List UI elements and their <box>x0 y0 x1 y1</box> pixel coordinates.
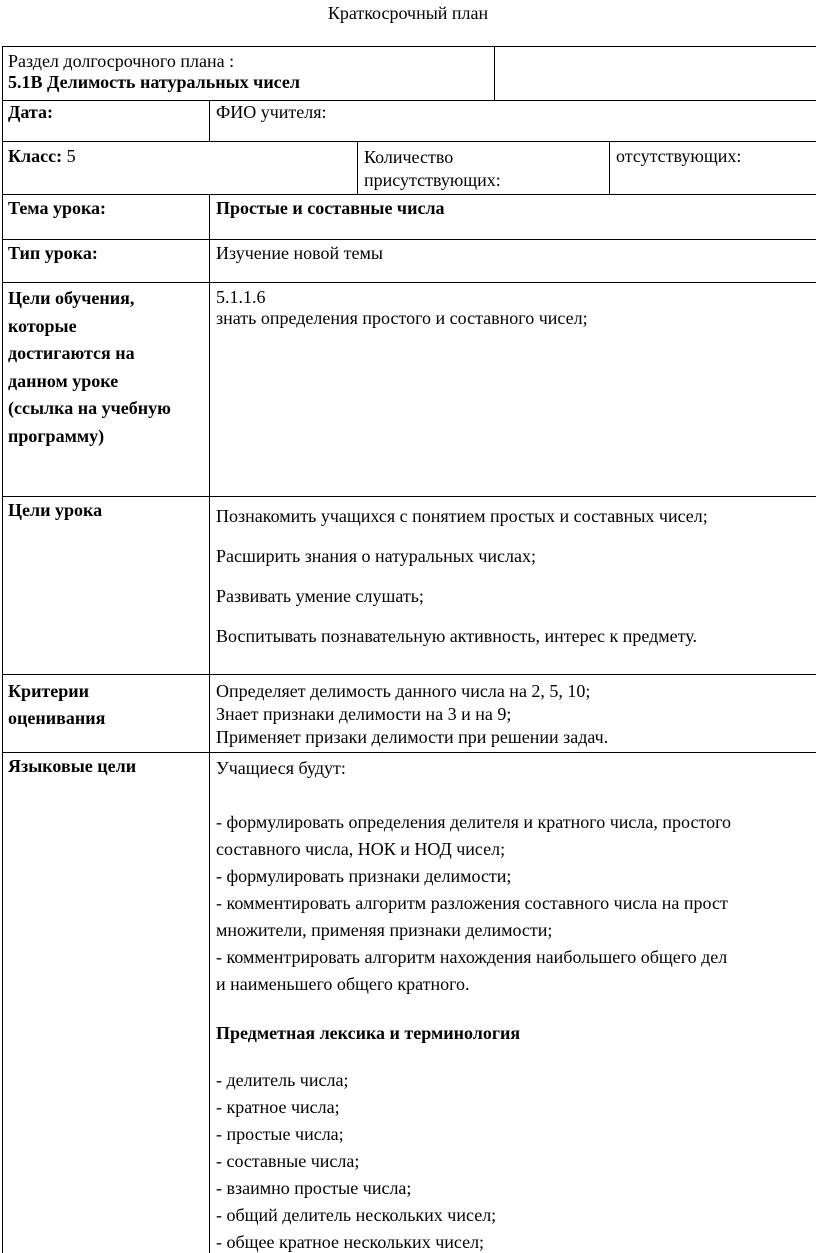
vocab-item: - кратное числа; <box>216 1097 340 1117</box>
date-label: Дата: <box>8 102 53 122</box>
row-lesson-goals <box>2 496 816 675</box>
vocab-item: - общее кратное нескольких чисел; <box>216 1232 485 1252</box>
language-item: множители, применяя признаки делимости; <box>216 920 553 940</box>
row-section <box>2 46 816 101</box>
topic-label: Тема урока: <box>8 198 107 218</box>
criteria-line: Знает признаки делимости на 3 и на 9; <box>216 704 512 724</box>
language-item: - комментировать алгоритм разложения составного числа на прост <box>216 893 728 913</box>
section-value: 5.1В Делимость натуральных чисел <box>8 72 300 92</box>
lesson-goal-item: Развивать умение слушать; <box>216 586 424 606</box>
teacher-label: ФИО учителя: <box>209 100 816 141</box>
row-criteria <box>2 674 816 753</box>
criteria-label: Критерии оценивания <box>8 681 106 728</box>
class-label: Класс: <box>8 146 63 166</box>
type-label: Тип урока: <box>8 243 98 263</box>
section-label: Раздел долгосрочного плана : <box>8 51 235 71</box>
row-date <box>2 100 816 142</box>
topic-value: Простые и составные числа <box>209 194 816 239</box>
present-label: Количество присутствующих: <box>357 141 609 194</box>
learning-goals-code: 5.1.1.6 <box>216 287 266 307</box>
language-goals-label: Языковые цели <box>8 756 137 776</box>
row-type <box>2 239 816 283</box>
row-language-goals <box>2 752 816 1253</box>
row-learning-goals <box>2 282 816 497</box>
row-topic <box>2 194 816 240</box>
lesson-goal-item: Познакомить учащихся с понятием простых и составных чисел; <box>216 506 708 526</box>
criteria-line: Определяет делимость данного числа на 2, 5, 10; <box>216 681 591 701</box>
section-extra-cell <box>494 46 816 100</box>
language-item: - формулировать определения делителя и кратного числа, простого <box>216 812 732 832</box>
lesson-goal-item: Воспитывать познавательную активность, интерес к предмету. <box>216 626 697 646</box>
class-value: 5 <box>66 146 76 166</box>
vocab-item: - составные числа; <box>216 1151 360 1171</box>
criteria-line: Применяет призаки делимости при решении задач. <box>216 727 609 747</box>
language-item: составного числа, НОК и НОД чисел; <box>216 839 506 859</box>
lesson-goal-item: Расширить знания о натуральных числах; <box>216 546 536 566</box>
vocab-item: - простые числа; <box>216 1124 344 1144</box>
learning-goals-text: знать определения простого и составного чисел; <box>216 308 588 328</box>
vocab-item: - взаимно простые числа; <box>216 1178 412 1198</box>
lesson-goals-label: Цели урока <box>8 500 103 520</box>
language-intro: Учащиеся будут: <box>216 758 346 778</box>
vocab-heading: Предметная лексика и терминология <box>216 1023 521 1043</box>
type-value: Изучение новой темы <box>209 239 816 282</box>
language-item: - комментрировать алгоритм нахождения наибольшего общего дел <box>216 947 728 967</box>
absent-label: отсутствующих: <box>609 141 816 194</box>
page-title: Краткосрочный план <box>327 3 489 23</box>
row-class <box>2 141 816 195</box>
language-item: и наименьшего общего кратного. <box>216 974 470 994</box>
learning-goals-label: Цели обучения, которые достигаются на данном уроке (ссылка на учебную программу) <box>8 288 171 446</box>
language-item: - формулировать признаки делимости; <box>216 866 512 886</box>
vocab-item: - общий делитель нескольких чисел; <box>216 1205 497 1225</box>
vocab-item: - делитель числа; <box>216 1070 349 1090</box>
